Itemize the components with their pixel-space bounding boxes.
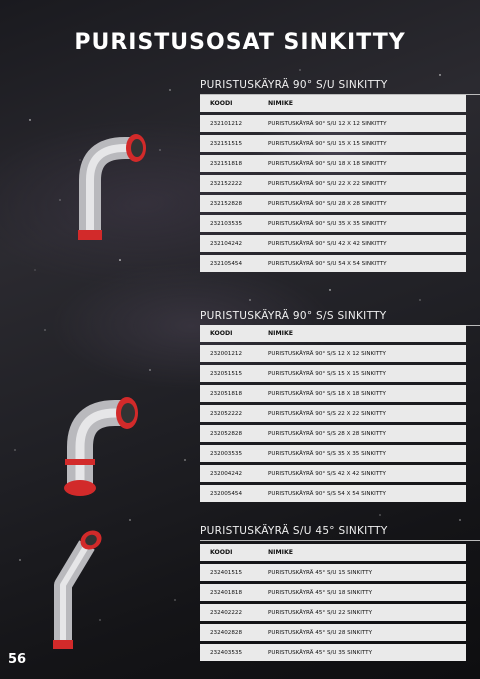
product-name: PURISTUSKÄYRÄ 45° S/U 28 SINKITTY bbox=[268, 629, 373, 636]
product-code: 232402222 bbox=[210, 609, 243, 616]
table-row bbox=[200, 405, 466, 422]
table-row bbox=[200, 385, 466, 402]
product-code: 232105454 bbox=[210, 260, 243, 267]
product-code: 232151515 bbox=[210, 140, 243, 147]
page-title: PURISTUSOSAT SINKITTY bbox=[74, 30, 406, 55]
product-name: PURISTUSKÄYRÄ 90° S/S 54 X 54 SINKITTY bbox=[268, 490, 386, 497]
table-row bbox=[200, 155, 466, 172]
product-code: 232401515 bbox=[210, 569, 243, 576]
product-name: PURISTUSKÄYRÄ 45° S/U 15 SINKITTY bbox=[268, 569, 373, 576]
product-code: 232005454 bbox=[210, 490, 243, 497]
table-row bbox=[200, 624, 466, 641]
product-name: PURISTUSKÄYRÄ 90° S/U 18 X 18 SINKITTY bbox=[268, 160, 387, 167]
product-code: 232152222 bbox=[210, 180, 243, 187]
table-row bbox=[200, 215, 466, 232]
table-row bbox=[200, 135, 466, 152]
product-code: 232052828 bbox=[210, 430, 243, 437]
table-row bbox=[200, 644, 466, 661]
table-90-su bbox=[200, 95, 466, 275]
table-header bbox=[200, 95, 466, 112]
table-row bbox=[200, 425, 466, 442]
product-code: 232004242 bbox=[210, 470, 243, 477]
product-code: 232051515 bbox=[210, 370, 243, 377]
table-row bbox=[200, 445, 466, 462]
product-code: 232403535 bbox=[210, 649, 243, 656]
table-header bbox=[200, 325, 466, 342]
table-45-su bbox=[200, 544, 466, 664]
product-name: PURISTUSKÄYRÄ 45° S/U 22 SINKITTY bbox=[268, 609, 373, 616]
product-name: PURISTUSKÄYRÄ 45° S/U 35 SINKITTY bbox=[268, 649, 373, 656]
product-code: 232402828 bbox=[210, 629, 243, 636]
product-name: PURISTUSKÄYRÄ 90° S/S 22 X 22 SINKITTY bbox=[268, 410, 386, 417]
product-name: PURISTUSKÄYRÄ 90° S/S 12 X 12 SINKITTY bbox=[268, 350, 386, 357]
product-code: 232152828 bbox=[210, 200, 243, 207]
product-code: 232104242 bbox=[210, 240, 243, 247]
product-code: 232151818 bbox=[210, 160, 243, 167]
table-90-ss bbox=[200, 325, 466, 505]
product-code: 232101212 bbox=[210, 120, 243, 127]
product-code: 232003535 bbox=[210, 450, 243, 457]
product-code: 232001212 bbox=[210, 350, 243, 357]
table-row bbox=[200, 564, 466, 581]
product-code: 232051818 bbox=[210, 390, 243, 397]
section-title-45-su: PURISTUSKÄYRÄ S/U 45° SINKITTY bbox=[200, 525, 388, 537]
header-name: NIMIKE bbox=[268, 330, 293, 337]
product-code: 232052222 bbox=[210, 410, 243, 417]
header-name: NIMIKE bbox=[268, 100, 293, 107]
product-name: PURISTUSKÄYRÄ 90° S/S 35 X 35 SINKITTY bbox=[268, 450, 386, 457]
product-name: PURISTUSKÄYRÄ 90° S/S 28 X 28 SINKITTY bbox=[268, 430, 386, 437]
table-row bbox=[200, 345, 466, 362]
section-title-90-ss: PURISTUSKÄYRÄ 90° S/S SINKITTY bbox=[200, 310, 387, 322]
section-title-90-su: PURISTUSKÄYRÄ 90° S/U SINKITTY bbox=[200, 79, 388, 91]
product-name: PURISTUSKÄYRÄ 90° S/U 54 X 54 SINKITTY bbox=[268, 260, 387, 267]
table-row bbox=[200, 175, 466, 192]
product-name: PURISTUSKÄYRÄ 45° S/U 18 SINKITTY bbox=[268, 589, 373, 596]
product-name: PURISTUSKÄYRÄ 90° S/U 28 X 28 SINKITTY bbox=[268, 200, 387, 207]
product-name: PURISTUSKÄYRÄ 90° S/U 42 X 42 SINKITTY bbox=[268, 240, 387, 247]
table-header bbox=[200, 544, 466, 561]
table-row bbox=[200, 255, 466, 272]
product-code: 232401818 bbox=[210, 589, 243, 596]
header-name: NIMIKE bbox=[268, 549, 293, 556]
table-row bbox=[200, 115, 466, 132]
header-code: KOODI bbox=[210, 549, 233, 556]
table-row bbox=[200, 584, 466, 601]
header-code: KOODI bbox=[210, 330, 233, 337]
product-name: PURISTUSKÄYRÄ 90° S/S 18 X 18 SINKITTY bbox=[268, 390, 386, 397]
header-code: KOODI bbox=[210, 100, 233, 107]
table-row bbox=[200, 485, 466, 502]
product-image-elbow-90-su bbox=[70, 120, 165, 245]
product-code: 232103535 bbox=[210, 220, 243, 227]
product-name: PURISTUSKÄYRÄ 90° S/U 22 X 22 SINKITTY bbox=[268, 180, 387, 187]
product-name: PURISTUSKÄYRÄ 90° S/S 15 X 15 SINKITTY bbox=[268, 370, 386, 377]
product-name: PURISTUSKÄYRÄ 90° S/U 12 X 12 SINKITTY bbox=[268, 120, 387, 127]
table-row bbox=[200, 235, 466, 252]
product-name: PURISTUSKÄYRÄ 90° S/U 15 X 15 SINKITTY bbox=[268, 140, 387, 147]
product-name: PURISTUSKÄYRÄ 90° S/U 35 X 35 SINKITTY bbox=[268, 220, 387, 227]
page-number: 56 bbox=[8, 652, 27, 667]
table-row bbox=[200, 604, 466, 621]
table-row bbox=[200, 365, 466, 382]
product-image-elbow-90-ss bbox=[55, 385, 155, 500]
table-row bbox=[200, 465, 466, 482]
product-image-elbow-45-su bbox=[45, 525, 110, 655]
table-row bbox=[200, 195, 466, 212]
product-name: PURISTUSKÄYRÄ 90° S/S 42 X 42 SINKITTY bbox=[268, 470, 386, 477]
